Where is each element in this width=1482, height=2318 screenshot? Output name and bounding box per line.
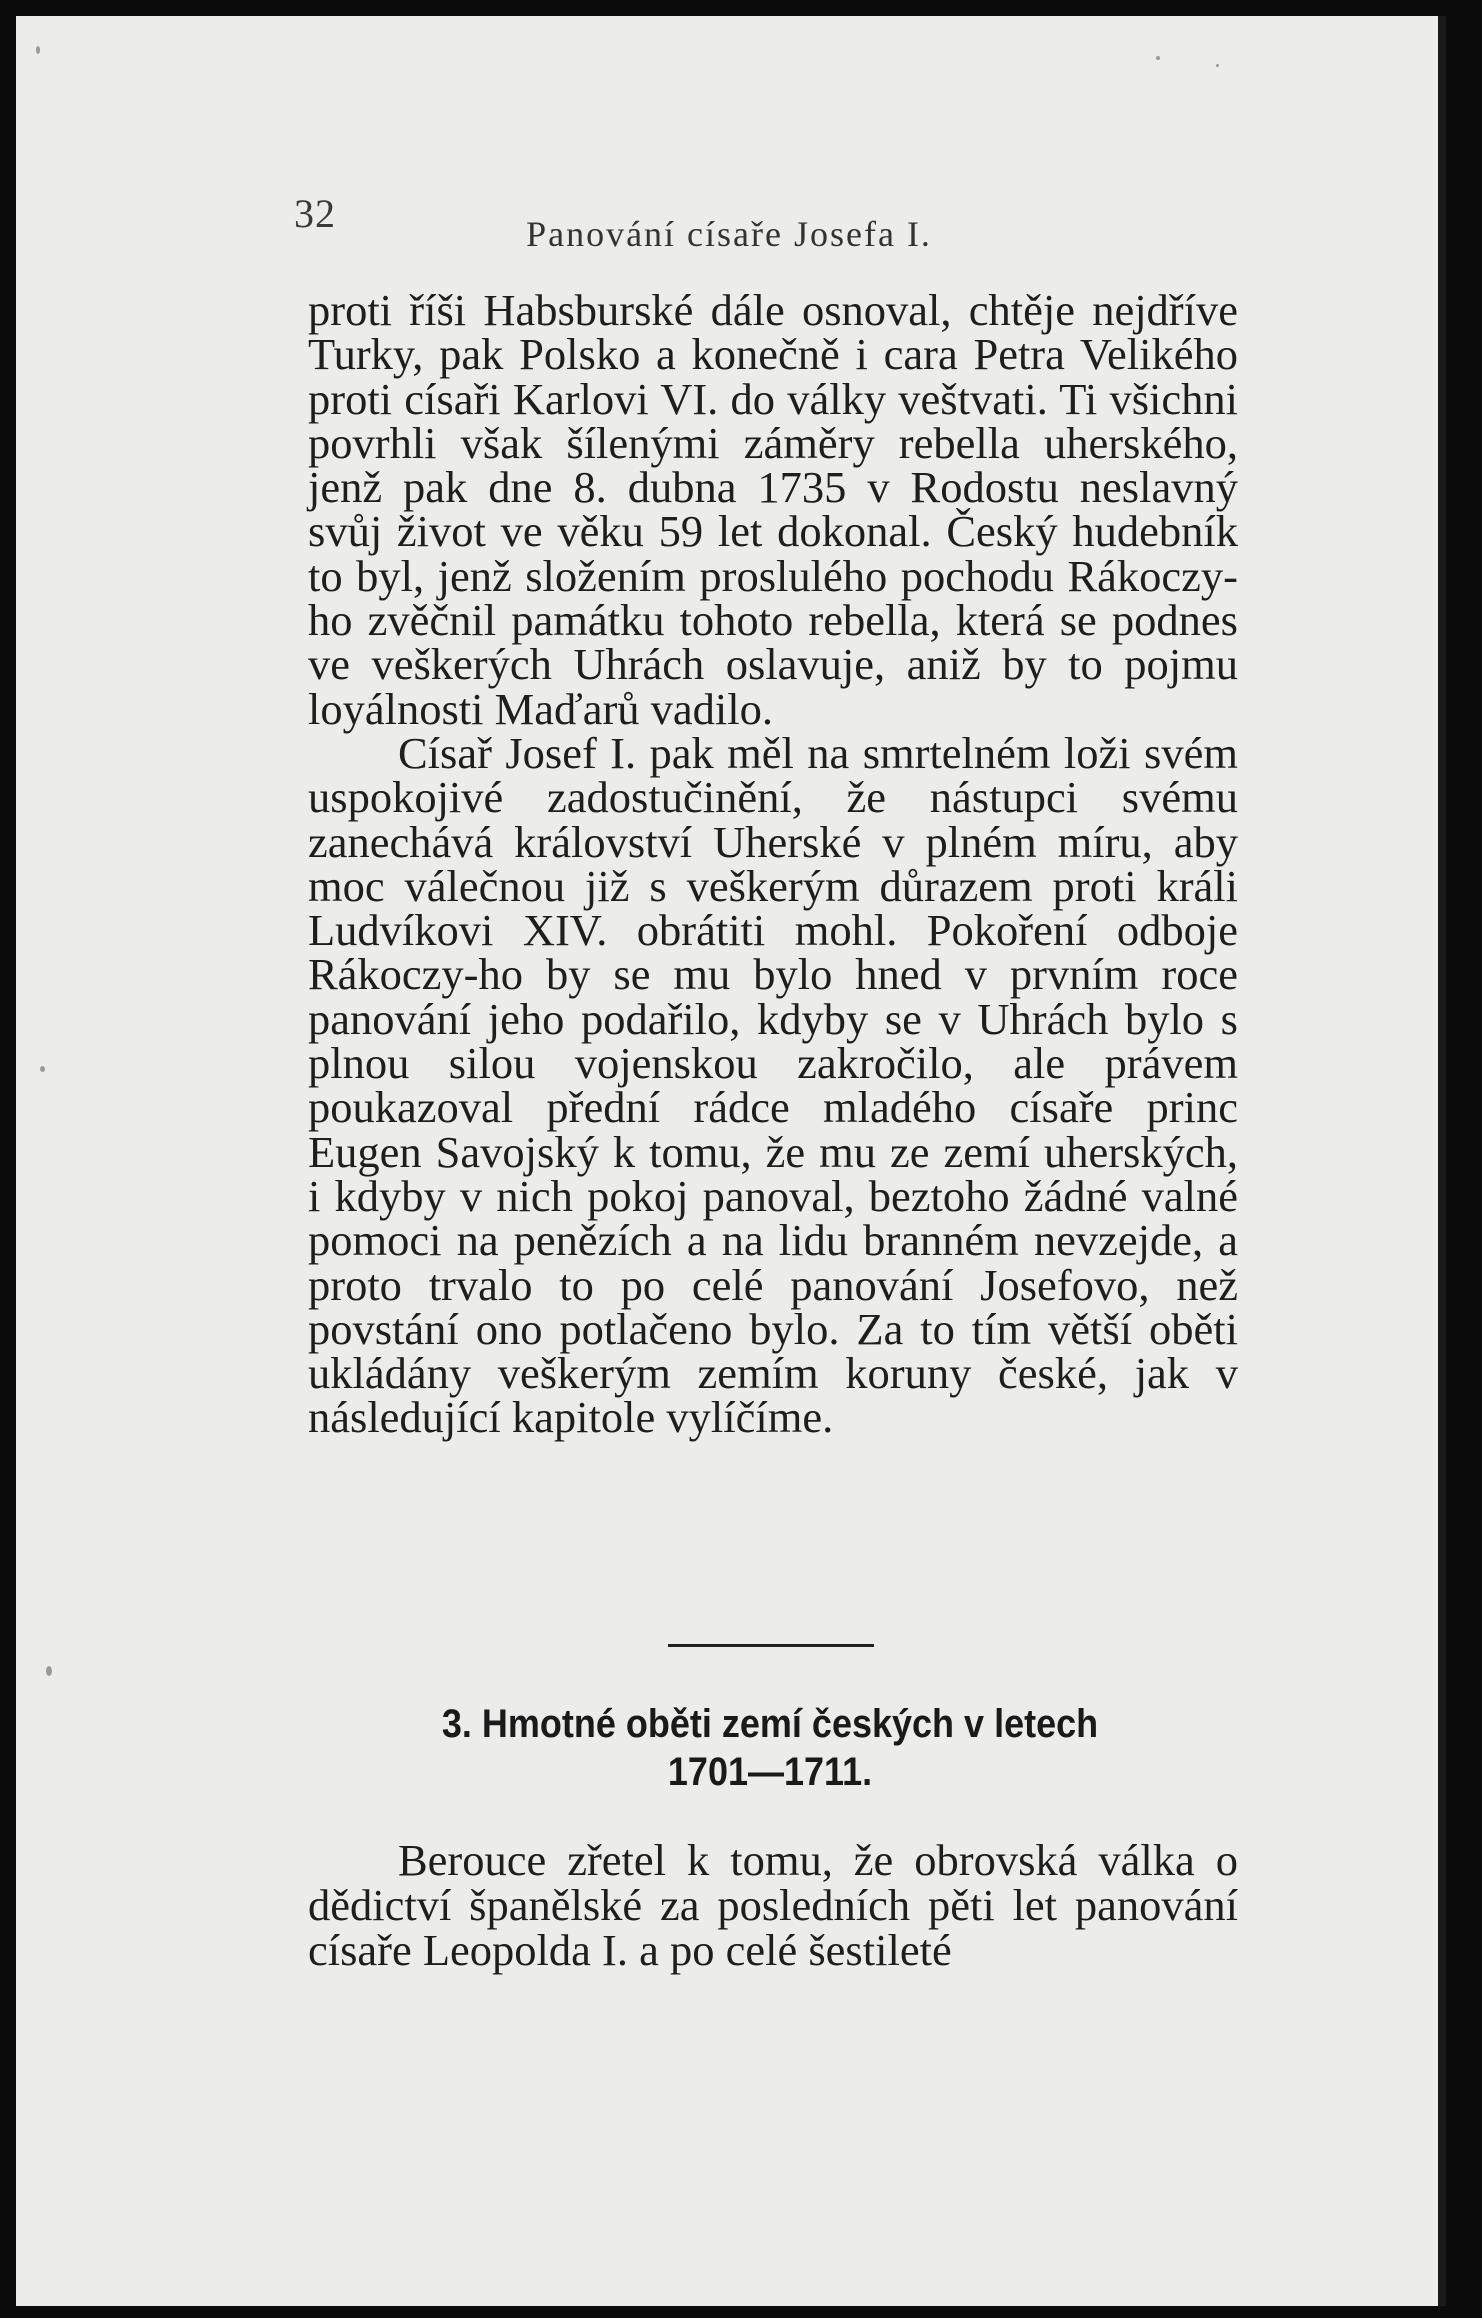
section-heading <box>347 1700 1193 1796</box>
paper-speck <box>1216 64 1219 67</box>
paragraph: Císař Josef I. pak měl na smrtelném loži svém uspokojivé zadostučinění, že nástupci svému zanechává království Uherské v plném míru, aby moc válečnou již s veškerým důrazem proti králi Ludvíkovi XIV. obrátiti mohl. Pokoření odboje Rákoczy-ho by se mu bylo hned v prvním roce panování jeho podařilo, kdyby se v Uhrách bylo s plnou silou vojenskou zakročilo, ale právem poukazoval přední rádce mladého císaře princ Eugen Savojský k tomu, že mu ze zemí uherských, i kdyby v nich pokoj panoval, beztoho žádné valné pomoci na penězích a na lidu branném nevzejde, a proto trvalo to po celé panování Josefovo, než povstání ono potlačeno bylo. Za to tím větší oběti ukládány veškerým zemím koruny české, jak v následující kapitole vylíčíme. <box>308 727 1238 1443</box>
body-text <box>308 285 1238 1443</box>
paragraph: proti říši Habsburské dále osnoval, chtěje nejdříve Turky, pak Polsko a konečně i cara Petra Velikého proti císaři Karlovi VI. do války veštvati. Ti všichni povrhli však šílenými záměry rebella uherského, jenž pak dne 8. dubna 1735 v Rodostu neslavný svůj život ve věku 59 let dokonal. Český hudebník to byl, jenž složením proslulého pochodu Rákoczy-ho zvěčnil památku tohoto rebella, která se podnes ve veškerých Uhrách oslavuje, aniž by to pojmu loyálnosti Maďarů vadilo. <box>308 285 1238 734</box>
section-heading-line: 3. Hmotné oběti zemí českých v letech <box>441 1702 1099 1746</box>
page-number: 32 <box>294 191 336 236</box>
paragraph: Berouce zřetel k tomu, že obrovská válka o dědictví španělské za posledních pěti let panování císaře Leopolda I. a po celé šestileté <box>308 1835 1238 1975</box>
paper-speck <box>46 1666 52 1676</box>
paper-speck <box>1156 56 1160 60</box>
running-title: Panování císaře Josefa I. <box>526 214 932 254</box>
section-body-text <box>308 1835 1238 1975</box>
section-divider <box>668 1644 874 1647</box>
paper-speck <box>36 46 40 54</box>
paper-speck <box>40 1066 45 1072</box>
section-heading-line: 1701—1711. <box>667 1750 873 1794</box>
